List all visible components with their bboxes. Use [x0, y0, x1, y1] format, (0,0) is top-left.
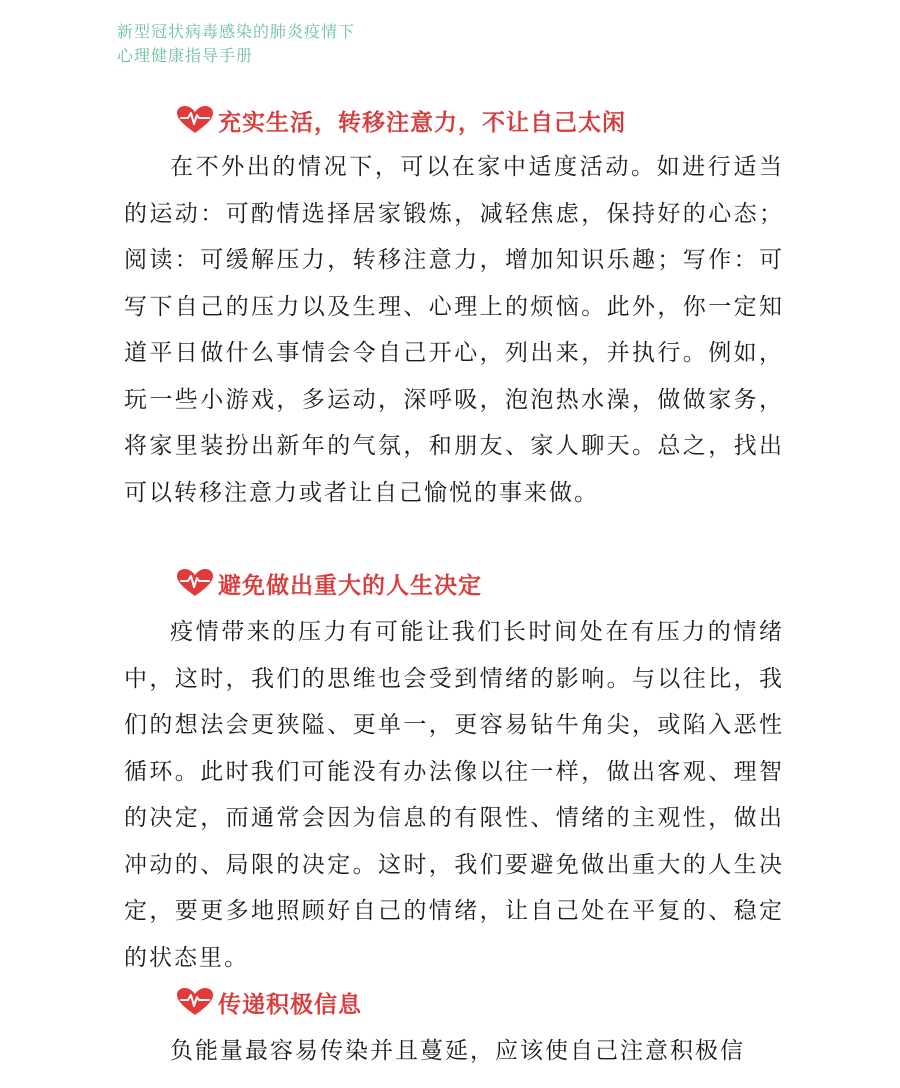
section-heading-1-text: 充实生活，转移注意力，不让自己太闲	[218, 108, 626, 136]
running-header-line-1: 新型冠状病毒感染的肺炎疫情下	[117, 22, 356, 41]
heart-pulse-icon	[176, 568, 214, 598]
section-body-1: 在不外出的情况下，可以在家中适度活动。如进行适当的运动：可酌情选择居家锻炼，减轻焦虑，保持好的心态；阅读：可缓解压力，转移注意力，增加知识乐趣；写作：可写下自己的压力以及生理、心理上的烦恼。此外，你一定知道平日做什么事情会令自己开心，列出来，并执行。例如，玩一些小游戏，多运动，深呼吸，泡泡热水澡，做做家务，将家里装扮出新年的气氛，和朋友、家人聊天。总之，找出可以转移注意力或者让自己愉悦的事来做。	[124, 154, 784, 506]
running-header	[117, 20, 355, 68]
section-heading-1	[176, 102, 626, 138]
section-heading-2-text: 避免做出重大的人生决定	[218, 571, 482, 599]
section-heading-3-text: 传递积极信息	[218, 990, 362, 1018]
section-body-2: 疫情带来的压力有可能让我们长时间处在有压力的情绪中，这时，我们的思维也会受到情绪的影响。与以往比，我们的想法会更狭隘、更单一，更容易钻牛角尖，或陷入恶性循环。此时我们可能没有办法像以往一样，做出客观、理智的决定，而通常会因为信息的有限性、情绪的主观性，做出冲动的、局限的决定。这时，我们要避免做出重大的人生决定，要更多地照顾好自己的情绪，让自己处在平复的、稳定的状态里。	[124, 619, 784, 971]
heart-pulse-icon	[176, 105, 214, 135]
heart-pulse-icon	[176, 987, 214, 1017]
section-body-3: 负能量最容易传染并且蔓延，应该使自己注意积极信	[170, 1038, 745, 1064]
section-heading-3	[176, 984, 362, 1020]
section-heading-2	[176, 565, 482, 601]
running-header-line-2: 心理健康指导手册	[117, 46, 254, 65]
